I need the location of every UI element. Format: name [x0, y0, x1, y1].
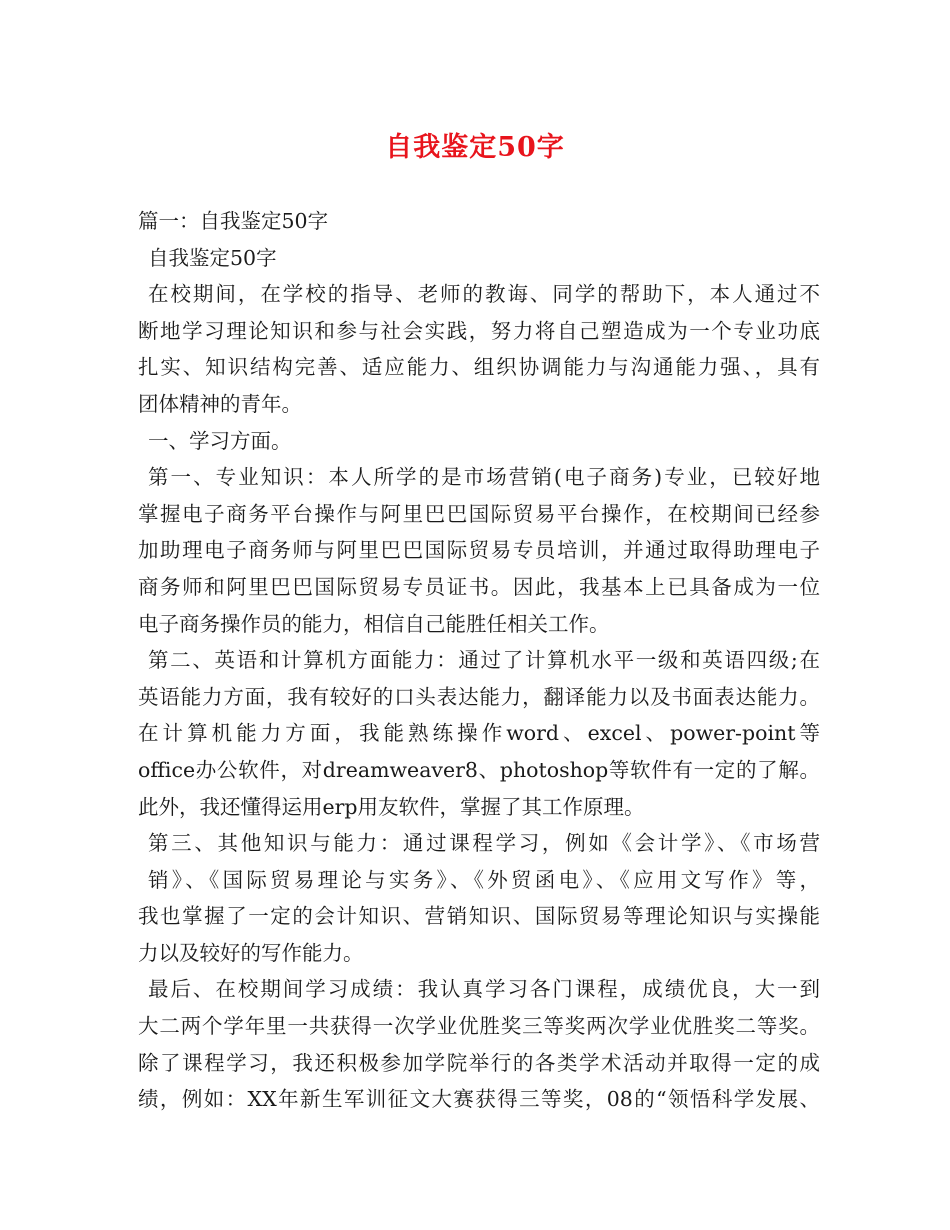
document-title: 自我鉴定50字 [385, 132, 565, 163]
text-line: 第三、其他知识与能力：通过课程学习，例如《会计学》、《市场营 [148, 831, 820, 856]
text-line: 销》、《国际贸易理论与实务》、《外贸函电》、《应用文写作》等， [148, 867, 820, 892]
text-line: 团体精神的青年。 [138, 391, 302, 416]
text-line: office办公软件，对dreamweaver8、photoshop等软件有一定的了解。 [138, 757, 820, 782]
text-line: 商务师和阿里巴巴国际贸易专员证书。因此，我基本上已具备成为一位 [138, 574, 820, 599]
text-line: 绩，例如：XX年新生军训征文大赛获得三等奖，08的“领悟科学发展、 [138, 1087, 820, 1112]
text-line: 加助理电子商务师与阿里巴巴国际贸易专员培训，并通过取得助理电子 [138, 538, 820, 563]
text-line: 我也掌握了一定的会计知识、营销知识、国际贸易等理论知识与实操能 [138, 904, 820, 929]
document-body [138, 203, 820, 1118]
text-line: 一、学习方面。 [148, 428, 292, 453]
text-line: 第二、英语和计算机方面能力：通过了计算机水平一级和英语四级;在 [148, 648, 820, 673]
text-line: 最后、在校期间学习成绩：我认真学习各门课程，成绩优良，大一到 [148, 977, 820, 1002]
text-line: 断地学习理论知识和参与社会实践，努力将自己塑造成为一个专业功底 [138, 318, 820, 343]
text-line: 掌握电子商务平台操作与阿里巴巴国际贸易平台操作，在校期间已经参 [138, 501, 820, 526]
text-line: 篇一：自我鉴定50字 [138, 209, 329, 233]
text-line: 除了课程学习，我还积极参加学院举行的各类学术活动并取得一定的成 [138, 1050, 820, 1075]
text-line: 在计算机能力方面，我能熟练操作word、excel、power-point等 [138, 721, 820, 746]
text-line: 此外，我还懂得运用erp用友软件，掌握了其工作原理。 [138, 794, 645, 819]
text-line: 扎实、知识结构完善、适应能力、组织协调能力与沟通能力强、，具有 [138, 355, 820, 380]
text-line: 在校期间，在学校的指导、老师的教诲、同学的帮助下，本人通过不 [148, 282, 820, 307]
text-line: 力以及较好的写作能力。 [138, 940, 364, 965]
text-line: 第一、专业知识：本人所学的是市场营销(电子商务)专业，已较好地 [148, 465, 820, 490]
text-line: 英语能力方面，我有较好的口头表达能力，翻译能力以及书面表达能力。 [138, 684, 820, 709]
text-line: 大二两个学年里一共获得一次学业优胜奖三等奖两次学业优胜奖二等奖。 [138, 1014, 820, 1039]
text-line: 电子商务操作员的能力，相信自己能胜任相关工作。 [138, 611, 610, 636]
text-line: 自我鉴定50字 [148, 245, 277, 270]
